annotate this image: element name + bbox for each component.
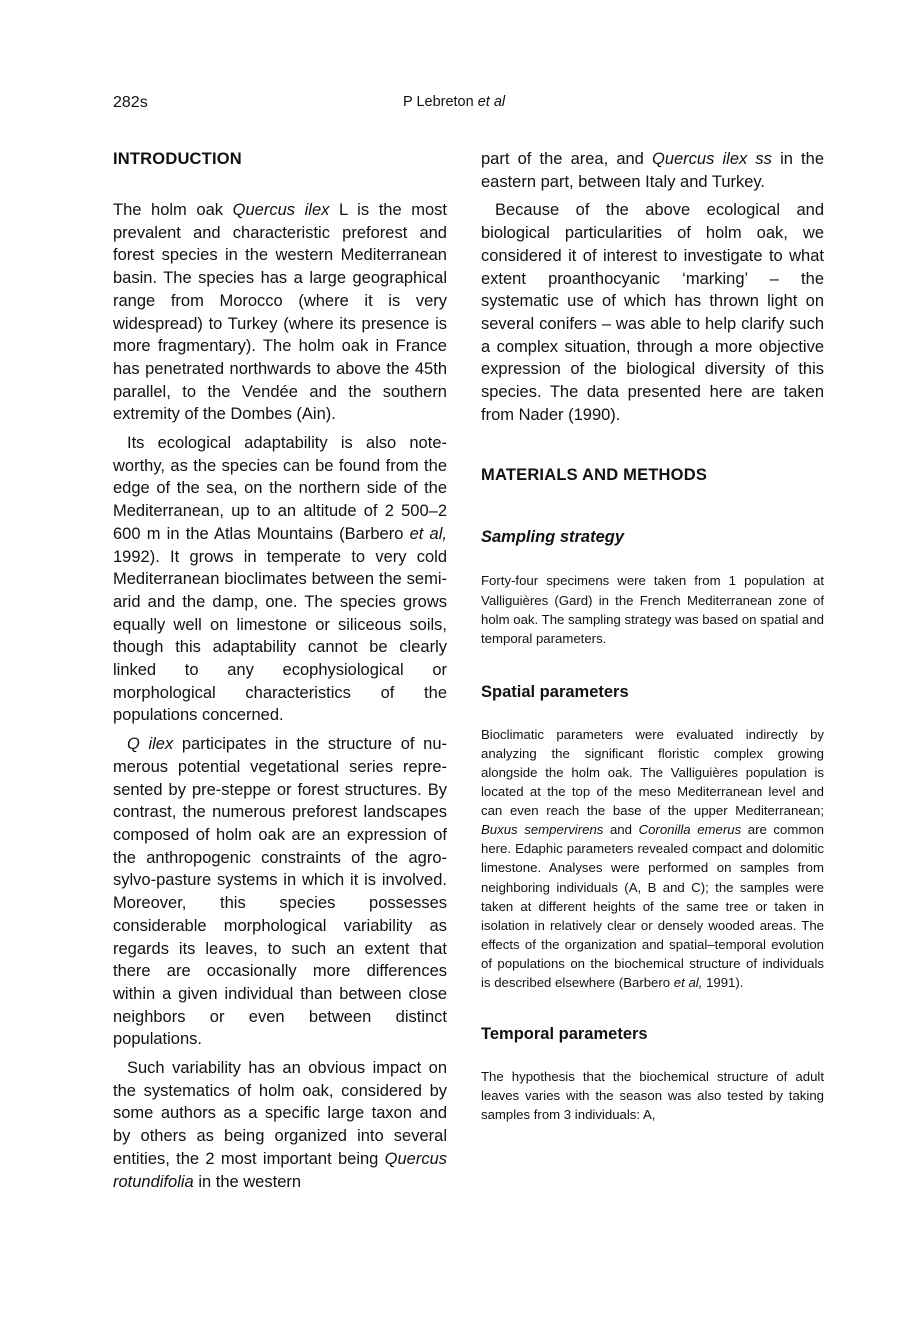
intro-paragraph-4-continued [481, 148, 824, 193]
heading-introduction: INTRODUCTION [113, 150, 242, 168]
left-column [113, 148, 447, 1193]
species-name: Q ilex [127, 735, 174, 754]
citation-etal: et al, [673, 975, 703, 991]
text-run: The holm oak [113, 201, 233, 219]
species-name: Quercus ilex ss [652, 150, 772, 168]
intro-paragraph-4 [113, 1057, 447, 1193]
text-run: in the eastern part, between Italy and Turkey. [481, 150, 824, 191]
species-name: Quercus ilex [232, 201, 330, 219]
species-name: Coronilla emerus [638, 822, 742, 838]
intro-paragraph-2 [113, 432, 447, 727]
intro-paragraph-5: Because of the above ecological and biological particularities of holm oak, we considered it of interest to investigate to what extent proanthocyanic ‘marking’ – the systematic use of which has thrown light on several conifers – was able to help clarify such a complex situation, through a more objective expression of the biological diversity of this species. The data presented here are taken from Nader (1990). [481, 201, 824, 424]
right-column [481, 148, 824, 1124]
heading-sampling-strategy: Sampling strategy [481, 528, 625, 547]
sampling-strategy-text: Forty-four specimens were taken from 1 population at Valliguières (Gard) in the French Mediterranean zone of holm oak. The sampling strategy was based on spatial and temporal parameters. [481, 573, 824, 646]
intro-paragraph-1 [113, 199, 447, 426]
page-number: 282s [113, 94, 148, 111]
spatial-parameters-text [481, 725, 824, 992]
text-run: Such variability has an obvious impact on the systematics of holm oak, considered by some authors as a specific large taxon and by others as being organized into several entities, the 2 most important being [113, 1059, 447, 1168]
heading-spatial-parameters: Spatial parameters [481, 682, 629, 701]
species-name: Buxus sempervirens [481, 822, 604, 838]
text-run: Its ecological adaptability is also noteworthy, as the species can be found from the edge of the sea, on the northern side of the Mediterranean, up to an altitude of 2 500–2 600 m in the Atlas Mountains (Barbero [113, 434, 447, 543]
heading-temporal-parameters: Temporal parameters [481, 1025, 648, 1044]
text-run: and [603, 822, 639, 838]
temporal-parameters-text: The hypothesis that the biochemical structure of adult leaves varies with the season was also tested by taking samples from 3 individuals: A, [481, 1069, 824, 1123]
text-run: in the western [193, 1172, 302, 1191]
text-run: participates in the structure of numerous potential vegetational series represented by pre-steppe or forest structures. By contrast, the numerous preforest landscapes composed of holm oak are an expression of the anthropogenic constraints of the agro-sylvo-pasture systems in which it is involved. Moreover, this species possesses considerable morphological variability as regards its leaves, to such an extent that there are occasionally more differences within a given individual than between close neighbors or even between distinct populations. [113, 735, 447, 1049]
text-run: 1991). [702, 975, 744, 991]
text-run: part of the area, and [481, 150, 652, 168]
heading-materials-methods: MATERIALS AND METHODS [481, 466, 708, 485]
running-head-etal: et al [477, 94, 506, 110]
species-name: Quercus rotundifolia [113, 1149, 447, 1191]
page-header [0, 94, 905, 118]
text-run: Bioclimatic parameters were evaluated indirectly by analyzing the significant floristic complex growing alongside the holm oak. The Valliguières population is located at the top of the meso Mediterranean level and can even reach the base of the upper Mediterranean; [481, 726, 824, 819]
text-run: are common here. Edaphic parameters revealed compact and dolomitic limestone. Analyses were performed on samples from neighboring individuals (A, B and C); the samples were taken at different heights of the same tree or taken in isolation in relatively clear or densely wooded areas. The effects of the organization and spatial–temporal evolution of populations on the biochemical structure of individuals is described elsewhere (Barbero [481, 822, 824, 991]
running-head [403, 94, 505, 110]
text-run: 1992). It grows in temperate to very cold Mediterranean bioclimates between the semi-arid and the damp, one. The species grows equally well on limestone or siliceous soils, though this adaptability cannot be clearly linked to any ecophysiological or morphological characteristics of the populations concerned. [113, 547, 447, 725]
running-head-authors: P Lebreton [403, 94, 474, 110]
citation-etal: et al, [409, 524, 447, 543]
intro-paragraph-3 [113, 733, 447, 1051]
text-run: L is the most prevalent and characteristic preforest and forest species in the western Mediterranean basin. The species has a large geographical range from Morocco (where it is very widespread) to Turkey (where its presence is more fragmentary). The holm oak in France has penetrated northwards to above the 45th parallel, to the Vendée and the southern extremity of the Dombes (Ain). [113, 201, 447, 424]
